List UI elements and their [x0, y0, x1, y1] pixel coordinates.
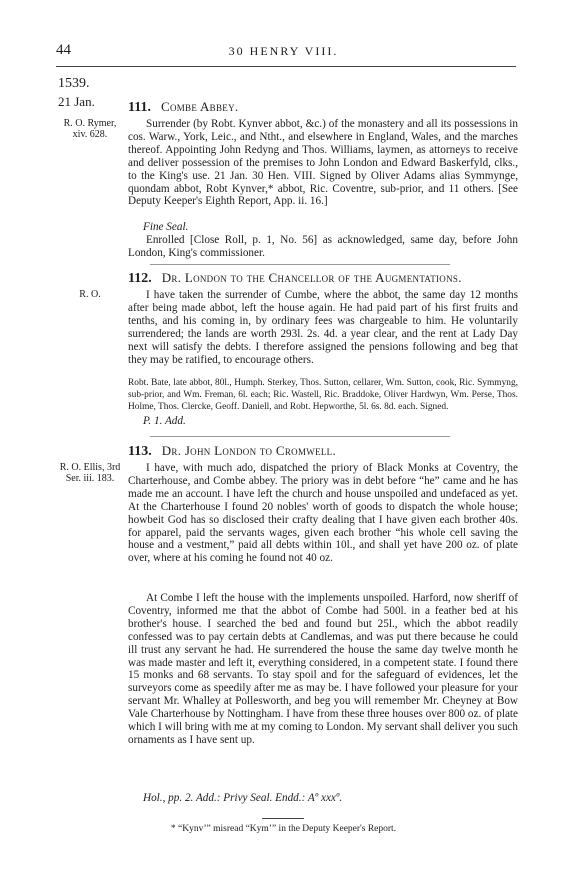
entry-112-heading — [128, 270, 518, 287]
entry-112-body: I have taken the surrender of Cumbe, where the abbot, the same day 12 months after being made abbot, left the house again. He had paid part of his first fruits and tenths, and his coming in, by ordinary fees was chargeable to him. He voluntarily surrendered; the lands are worth 293l. 2s. 4d. a year clear, and the rent at Lady Day next will satisfy the debts. I therefore assigned the pensions following and beg that they may be ratified, to encourage others. — [128, 289, 518, 366]
entry-111-title: Combe Abbey. — [160, 99, 239, 114]
footnote-rule — [262, 818, 304, 819]
entry-111-body: Surrender (by Robt. Kynver abbot, &c.) of the monastery and all its possessions in cos. Warw., York, Leic., and Ntht., and elsewhere in England, Wales, and the marches thereof. Appointing John Redyng and Thos. Williams, laymen, as attorneys to receive and deliver possession of the premises to John London and Edward Baskerfyld, clks., to the King's use. 21 Jan. 30 Hen. VIII. Signed by Oliver Adams alias Symmynge, quondam abbot, Robt Kynver,* abbot, Ric. Coventre, sub-prior, and 11 others. [See Deputy Keeper's Eighth Report, App. ii. 16.] — [128, 118, 518, 208]
margin-year: 1539. — [58, 76, 90, 91]
entry-111-enrolled: Enrolled [Close Roll, p. 1, No. 56] as acknowledged, same day, before John London, King's commissioner. — [128, 234, 518, 259]
margin-date: 21 Jan. — [58, 94, 95, 109]
entry-112-note: P. 1. Add. — [143, 415, 186, 427]
entry-113-note: Hol., pp. 2. Add.: Privy Seal. Endd.: Aº xxxº. — [143, 792, 343, 804]
entry-113-body-2: At Combe I left the house with the implements unspoiled. Harford, now sheriff of Coventry, informed me that the abbot of Combe had 500l. in a feather bed at his brother's house. I searched the bed and found but 25l., which the abbot readily confessed was to pay certain debts at Candlemas, and was put there because he could ill trust any servant he had. He surrendered the house the same day twelve month he was made master and left it, everything considered, in a competent state. I found there 15 monks and 68 servants. To stay spoil and for the safeguard of evidences, let the surveyors come as speedily after me as may be. I have followed your pleasure for your servant Mr. Whalley at Pollesworth, and beg you will remember Mr. Cheyney at Bow Vale Charterhouse by Nottingham. I have from these three houses over 800 oz. of plate which I will bring with me at my coming to London. My servant shall deliver you such ornaments as I have sent up. — [128, 592, 518, 746]
header-rule — [56, 66, 516, 67]
entry-113-heading — [128, 443, 518, 460]
entry-113-number: 113. — [128, 444, 152, 459]
entry-111-seal: Fine Seal. — [143, 221, 189, 233]
entry-112-title: Dr. London to the Chancellor of the Augmentations. — [161, 270, 462, 285]
margin-reference-112: R. O. — [79, 289, 101, 300]
entry-112-pensions: Robt. Bate, late abbot, 80l., Humph. Sterkey, Thos. Sutton, cellarer, Wm. Sutton, cook, Ric. Symmyng, sub-prior, and Wm. Freman, 6l. each; Ric. Wastell, Ric. Braddoke, Oliver Hardwyn, Wm. Perse, Thos. Holme, Thos. Clercke, Geoff. Daniell, and Robt. Hepworthe, 5l. 6s. 8d. each. Signed. — [128, 378, 518, 412]
section-divider-2 — [150, 436, 450, 437]
entry-111-heading — [128, 99, 518, 116]
running-head: 30 HENRY VIII. — [228, 44, 339, 58]
margin-reference-113: R. O. Ellis, 3rd Ser. iii. 183. — [59, 462, 121, 484]
section-divider — [150, 264, 450, 265]
page-number: 44 — [56, 42, 71, 58]
entry-112-number: 112. — [128, 271, 152, 286]
footnote: * “Kynv’” misread “Kym’” in the Deputy Keeper's Report. — [170, 824, 397, 834]
entry-113-title: Dr. John London to Cromwell. — [161, 443, 337, 458]
entry-111-number: 111. — [128, 100, 151, 115]
page-header — [0, 42, 567, 62]
margin-reference-111: R. O. Rymer, xiv. 628. — [63, 118, 117, 140]
entry-113-body-1: I have, with much ado, dispatched the priory of Black Monks at Coventry, the Charterhouse, and Combe abbey. The priory was in debt before “he” came and he has made me an account. I have left the church and house unspoiled and undefaced as yet. At the Charterhouse I found 20 nobles' worth of goods to dispatch the whole house; howbeit God has so disclosed their crafty dealing that I have given each brother 40s. for apparel, paid the servants wages, given each brother “his whole cell saving the house and a vestment,” paid all debts within 10l., and shall yet have 200 oz. of plate over, where at his coming he found not 40 oz. — [128, 462, 518, 565]
